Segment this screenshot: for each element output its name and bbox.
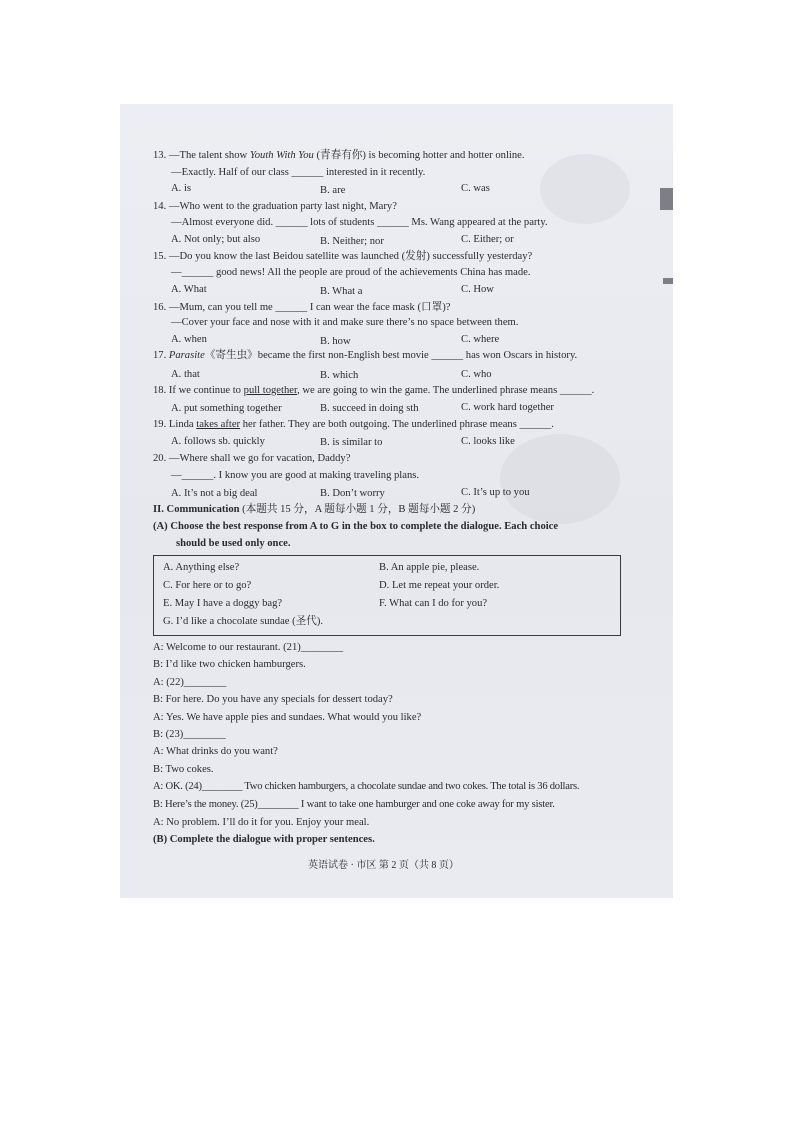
scan-edge-mark: [660, 188, 673, 210]
option-a: A. What: [171, 284, 207, 295]
dialogue-line: A: (22)________: [153, 677, 227, 688]
option-c: C. work hard together: [461, 402, 554, 413]
option-c: C. It’s up to you: [461, 487, 530, 498]
option-b: B. is similar to: [320, 437, 383, 448]
option-c: C. How: [461, 284, 494, 295]
option-a: A. It’s not a big deal: [171, 488, 258, 499]
choice-f: F. What can I do for you?: [379, 598, 488, 609]
part-a-instructions: (A) Choose the best response from A to G in the box to complete the dialogue. Each choice: [153, 521, 559, 532]
option-c: C. was: [461, 183, 490, 194]
question-19-stem: 19. Linda takes after her father. They are both outgoing. The underlined phrase means ______.: [153, 419, 554, 430]
bleed-through-shadow: [500, 434, 620, 524]
option-b: B. which: [320, 370, 359, 381]
question-14-stem: 14. —Who went to the graduation party last night, Mary?: [153, 201, 397, 212]
option-a: A. that: [171, 369, 200, 380]
option-c: C. Either; or: [461, 234, 514, 245]
question-20-stem: 20. —Where shall we go for vacation, Daddy?: [153, 453, 351, 464]
dialogue-line: B: I’d like two chicken hamburgers.: [153, 659, 306, 670]
choice-b: B. An apple pie, please.: [379, 562, 480, 573]
question-13-stem: 13. —The talent show Youth With You (青春有你) is becoming hotter and hotter online.: [153, 150, 525, 161]
question-16-stem: 16. —Mum, can you tell me ______ I can wear the face mask (口罩)?: [153, 302, 451, 313]
part-a-instructions-cont: should be used only once.: [176, 538, 291, 549]
dialogue-line: B: Two cokes.: [153, 764, 214, 775]
option-b: B. What a: [320, 286, 363, 297]
option-b: B. are: [320, 185, 346, 196]
option-a: A. is: [171, 183, 192, 194]
question-15-reply: —______ good news! All the people are proud of the achievements China has made.: [171, 267, 531, 278]
option-a: A. Not only; but also: [171, 234, 261, 245]
question-13-reply: —Exactly. Half of our class ______ interested in it recently.: [171, 167, 426, 178]
option-b: B. succeed in doing sth: [320, 403, 419, 414]
question-18-stem: 18. If we continue to pull together, we are going to win the game. The underlined phrase means ______.: [153, 385, 595, 396]
choice-e: E. May I have a doggy bag?: [163, 598, 283, 609]
option-a: A. follows sb. quickly: [171, 436, 265, 447]
dialogue-line: A: Welcome to our restaurant. (21)________: [153, 642, 344, 653]
dialogue-line: A: What drinks do you want?: [153, 746, 278, 757]
option-a: A. when: [171, 334, 207, 345]
question-14-reply: —Almost everyone did. ______ lots of students ______ Ms. Wang appeared at the party.: [171, 217, 548, 228]
scan-edge-mark: [663, 278, 673, 284]
exam-page: [120, 104, 673, 898]
question-15-stem: 15. —Do you know the last Beidou satellite was launched (发射) successfully yesterday?: [153, 251, 533, 262]
dialogue-line: A: OK. (24)________ Two chicken hamburgers, a chocolate sundae and two cokes. The total is 36 dollars.: [153, 781, 580, 792]
dialogue-line: A: Yes. We have apple pies and sundaes. What would you like?: [153, 712, 422, 723]
option-c: C. who: [461, 369, 492, 380]
question-20-reply: —______. I know you are good at making traveling plans.: [171, 470, 420, 481]
option-a: A. put something together: [171, 403, 282, 414]
dialogue-line: B: Here’s the money. (25)________ I want to take one hamburger and one coke away for my sister.: [153, 799, 555, 810]
bleed-through-shadow: [540, 154, 630, 224]
section-heading: II. Communication (本题共 15 分，A 题每小题 1 分，B 题每小题 2 分): [153, 504, 476, 515]
dialogue-line: B: For here. Do you have any specials for dessert today?: [153, 694, 393, 705]
choice-c: C. For here or to go?: [163, 580, 252, 591]
option-b: B. Neither; nor: [320, 236, 384, 247]
option-b: B. how: [320, 336, 351, 347]
choice-g: G. I’d like a chocolate sundae (圣代).: [163, 616, 324, 627]
choice-d: D. Let me repeat your order.: [379, 580, 500, 591]
option-c: C. where: [461, 334, 500, 345]
option-b: B. Don’t worry: [320, 488, 385, 499]
page-footer: 英语试卷 · 市区 第 2 页（共 8 页）: [308, 860, 459, 871]
option-c: C. looks like: [461, 436, 515, 447]
question-17-stem: 17. Parasite《寄生虫》became the first non-English best movie ______ has won Oscars in history.: [153, 350, 578, 361]
part-b-instructions: (B) Complete the dialogue with proper sentences.: [153, 834, 375, 845]
dialogue-line: B: (23)________: [153, 729, 226, 740]
dialogue-line: A: No problem. I’ll do it for you. Enjoy your meal.: [153, 817, 370, 828]
question-16-reply: —Cover your face and nose with it and make sure there’s no space between them.: [171, 317, 519, 328]
choice-box: [153, 555, 621, 636]
choice-a: A. Anything else?: [163, 562, 240, 573]
